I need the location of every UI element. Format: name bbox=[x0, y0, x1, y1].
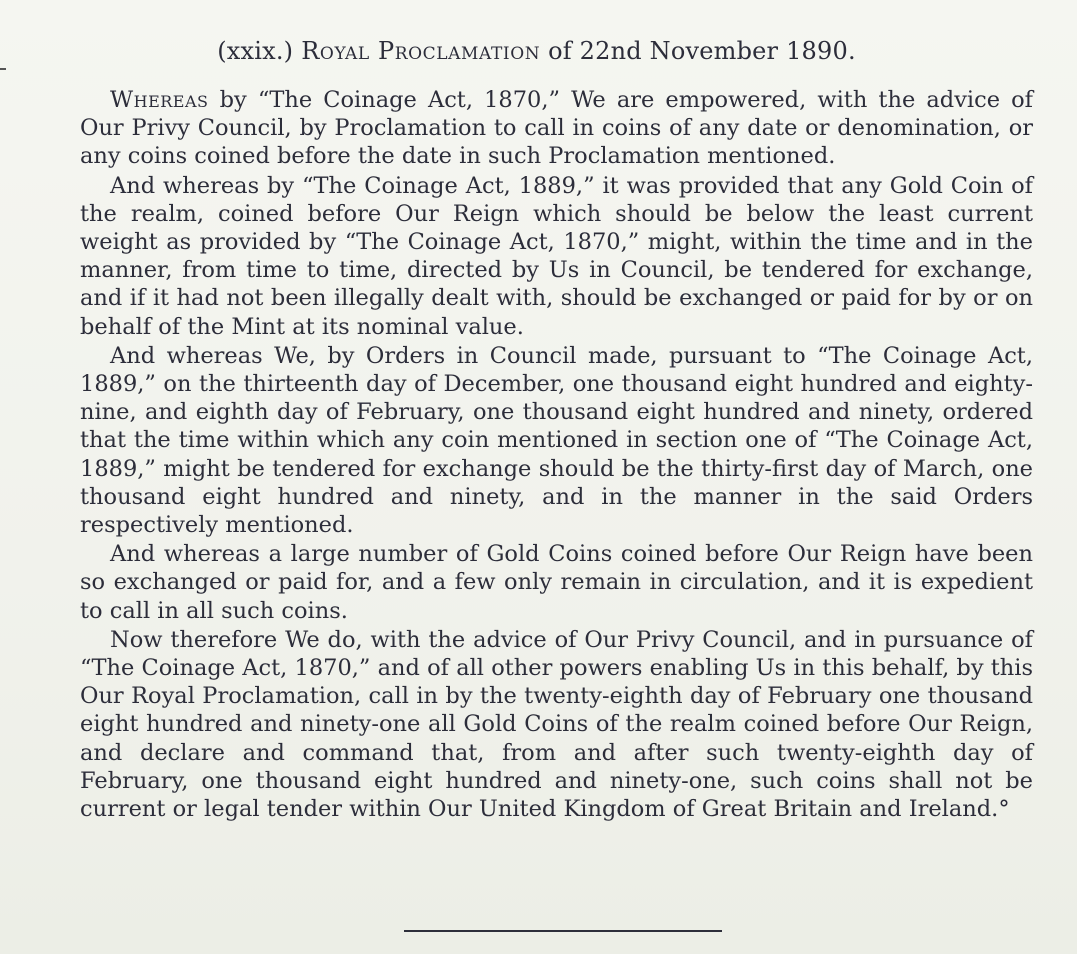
closing-rule bbox=[404, 930, 722, 932]
paragraph-1 bbox=[80, 86, 1033, 171]
paragraph-4 bbox=[80, 540, 1033, 625]
paragraph-lead-word: Whereas bbox=[110, 87, 209, 113]
paragraph-3 bbox=[80, 342, 1033, 539]
paragraph-text: And whereas by “The Coinage Act, 1889,” it was provided that any Gold Coin of the realm, coined before Our Reign which should be below the least current weight as provided by “The Coinage Act, 1870,” might, within the time and in the manner, from time to time, directed by Us in Council, be tendered for exchange, and if it had not been illegally dealt with, should be exchanged or paid for by or on behalf of the Mint at its nominal value. bbox=[80, 172, 1033, 340]
heading-number: (xxix.) bbox=[217, 37, 294, 65]
heading-date: of 22nd November 1890. bbox=[548, 37, 856, 65]
paragraph-text: And whereas a large number of Gold Coins coined before Our Reign have been so exchanged or paid for, and a few only remain in circulation, and it is expedient to call in all such coins. bbox=[80, 541, 1033, 624]
proclamation-body bbox=[80, 86, 1033, 823]
paragraph-5 bbox=[80, 626, 1033, 823]
paragraph-text: Now therefore We do, with the advice of Our Privy Council, and in pursuance of “The Coinage Act, 1870,” and of all other powers enabling Us in this behalf, by this Our Royal Proclamation, call in by the twenty-eighth day of February one thousand eight hundred and ninety-one all Gold Coins of the realm coined before Our Reign, and declare and command that, from and after such twenty-eighth day of February, one thousand eight hundred and ninety-one, such coins shall not be current or legal tender within Our United Kingdom of Great Britain and Ireland.° bbox=[80, 626, 1033, 823]
paragraph-text: And whereas We, by Orders in Council made, pursuant to “The Coinage Act, 1889,” on the thirteenth day of December, one thousand eight hundred and eighty-nine, and eighth day of February, one thousand eight hundred and ninety, ordered that the time within which any coin mentioned in section one of “The Coinage Act, 1889,” might be tendered for exchange should be the thirty-first day of March, one thousand eight hundred and ninety, and in the manner in the said Orders respectively mentioned. bbox=[80, 342, 1033, 539]
margin-mark bbox=[0, 68, 6, 70]
paragraph-text: by “The Coinage Act, 1870,” We are empowered, with the advice of Our Privy Council, by Proclamation to call in coins of any date or denomination, or any coins coined before the date in such Proclamation mentioned. bbox=[80, 87, 1033, 170]
proclamation-heading bbox=[80, 36, 1033, 66]
paragraph-2 bbox=[80, 172, 1033, 341]
heading-title: Royal Proclamation bbox=[301, 37, 541, 65]
